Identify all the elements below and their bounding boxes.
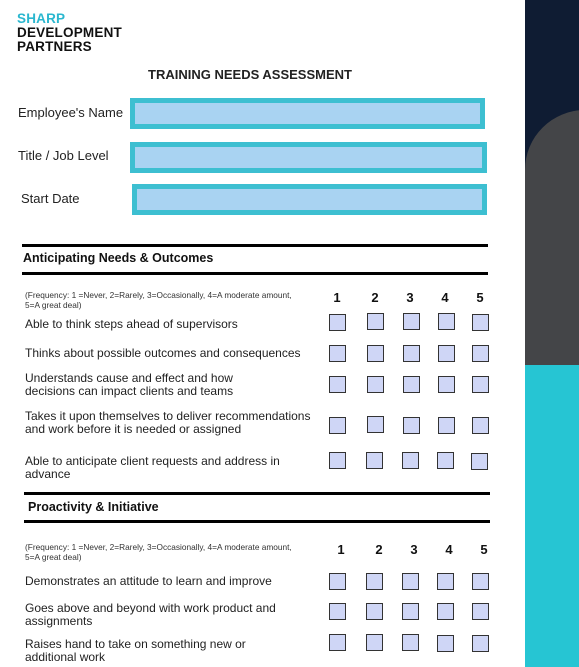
logo-line-1: SHARP	[17, 11, 66, 26]
section-title-anticipating: Anticipating Needs & Outcomes	[23, 251, 214, 265]
section-title-proactivity: Proactivity & Initiative	[28, 500, 159, 514]
assessment-item: Thinks about possible outcomes and consequences	[25, 346, 301, 360]
assessment-item: Goes above and beyond with work product and assignments	[25, 601, 276, 628]
rating-checkbox-2[interactable]	[366, 634, 383, 651]
scale-header-2: 2	[371, 290, 379, 305]
rating-checkbox-1[interactable]	[329, 452, 346, 469]
scale-header-4: 4	[445, 542, 453, 557]
frequency-legend: (Frequency: 1 =Never, 2=Rarely, 3=Occasionally, 4=A moderate amount, 5=A great deal)	[25, 290, 292, 310]
scale-header-3: 3	[410, 542, 418, 557]
rating-checkbox-3[interactable]	[402, 603, 419, 620]
rating-checkbox-3[interactable]	[403, 417, 420, 434]
rating-checkbox-2[interactable]	[366, 573, 383, 590]
rating-checkbox-5[interactable]	[471, 453, 488, 470]
scale-header-5: 5	[480, 542, 488, 557]
rating-checkbox-4[interactable]	[438, 313, 455, 330]
rating-checkbox-5[interactable]	[472, 573, 489, 590]
rating-checkbox-4[interactable]	[437, 603, 454, 620]
side-teal-band	[525, 365, 579, 667]
rating-checkbox-4[interactable]	[438, 417, 455, 434]
rating-checkbox-4[interactable]	[437, 452, 454, 469]
job-title-label: Title / Job Level	[18, 148, 109, 163]
rating-checkbox-4[interactable]	[437, 635, 454, 652]
rating-checkbox-3[interactable]	[403, 345, 420, 362]
rating-checkbox-2[interactable]	[367, 345, 384, 362]
assessment-item: Understands cause and effect and how decisions can impact clients and teams	[25, 371, 234, 398]
rating-checkbox-1[interactable]	[329, 417, 346, 434]
assessment-item: Able to anticipate client requests and address in advance	[25, 454, 280, 481]
rating-checkbox-5[interactable]	[472, 376, 489, 393]
logo-line-2: DEVELOPMENT	[17, 25, 122, 40]
employee-name-input[interactable]	[135, 103, 480, 124]
side-decoration	[525, 0, 579, 667]
rating-checkbox-4[interactable]	[438, 345, 455, 362]
rating-checkbox-1[interactable]	[329, 314, 346, 331]
rating-checkbox-1[interactable]	[329, 345, 346, 362]
rating-checkbox-2[interactable]	[366, 603, 383, 620]
section-divider	[24, 492, 490, 495]
assessment-item: Takes it upon themselves to deliver recommendations and work before it is needed or assigned	[25, 409, 311, 436]
scale-header-4: 4	[441, 290, 449, 305]
rating-checkbox-4[interactable]	[438, 376, 455, 393]
rating-checkbox-1[interactable]	[329, 634, 346, 651]
rating-checkbox-2[interactable]	[367, 376, 384, 393]
frequency-legend: (Frequency: 1 =Never, 2=Rarely, 3=Occasionally, 4=A moderate amount, 5=A great deal)	[25, 542, 292, 562]
company-logo	[17, 12, 122, 54]
start-date-field-frame	[132, 184, 487, 215]
section-divider	[24, 520, 490, 523]
rating-checkbox-3[interactable]	[403, 313, 420, 330]
rating-checkbox-1[interactable]	[329, 603, 346, 620]
rating-checkbox-5[interactable]	[472, 603, 489, 620]
scale-header-1: 1	[337, 542, 345, 557]
rating-checkbox-5[interactable]	[472, 345, 489, 362]
rating-checkbox-5[interactable]	[472, 417, 489, 434]
logo-line-3: PARTNERS	[17, 39, 92, 54]
rating-checkbox-5[interactable]	[472, 314, 489, 331]
rating-checkbox-3[interactable]	[402, 634, 419, 651]
rating-checkbox-3[interactable]	[402, 452, 419, 469]
rating-checkbox-2[interactable]	[367, 416, 384, 433]
start-date-input[interactable]	[137, 189, 482, 210]
employee-name-field-frame	[130, 98, 485, 129]
rating-checkbox-1[interactable]	[329, 376, 346, 393]
section-divider	[22, 244, 488, 247]
page-title: TRAINING NEEDS ASSESSMENT	[148, 67, 352, 82]
start-date-label: Start Date	[21, 191, 80, 206]
job-title-input[interactable]	[135, 147, 482, 168]
rating-checkbox-1[interactable]	[329, 573, 346, 590]
scale-header-3: 3	[406, 290, 414, 305]
assessment-item: Raises hand to take on something new or additional work	[25, 637, 246, 664]
section-divider	[22, 272, 488, 275]
rating-checkbox-3[interactable]	[403, 376, 420, 393]
assessment-item: Able to think steps ahead of supervisors	[25, 317, 238, 331]
scale-header-5: 5	[476, 290, 484, 305]
employee-name-label: Employee's Name	[18, 105, 124, 120]
rating-checkbox-3[interactable]	[402, 573, 419, 590]
assessment-item: Demonstrates an attitude to learn and improve	[25, 574, 272, 588]
rating-checkbox-4[interactable]	[437, 573, 454, 590]
rating-checkbox-5[interactable]	[472, 635, 489, 652]
rating-checkbox-2[interactable]	[366, 452, 383, 469]
job-title-field-frame	[130, 142, 487, 173]
scale-header-2: 2	[375, 542, 383, 557]
rating-checkbox-2[interactable]	[367, 313, 384, 330]
scale-header-1: 1	[333, 290, 341, 305]
